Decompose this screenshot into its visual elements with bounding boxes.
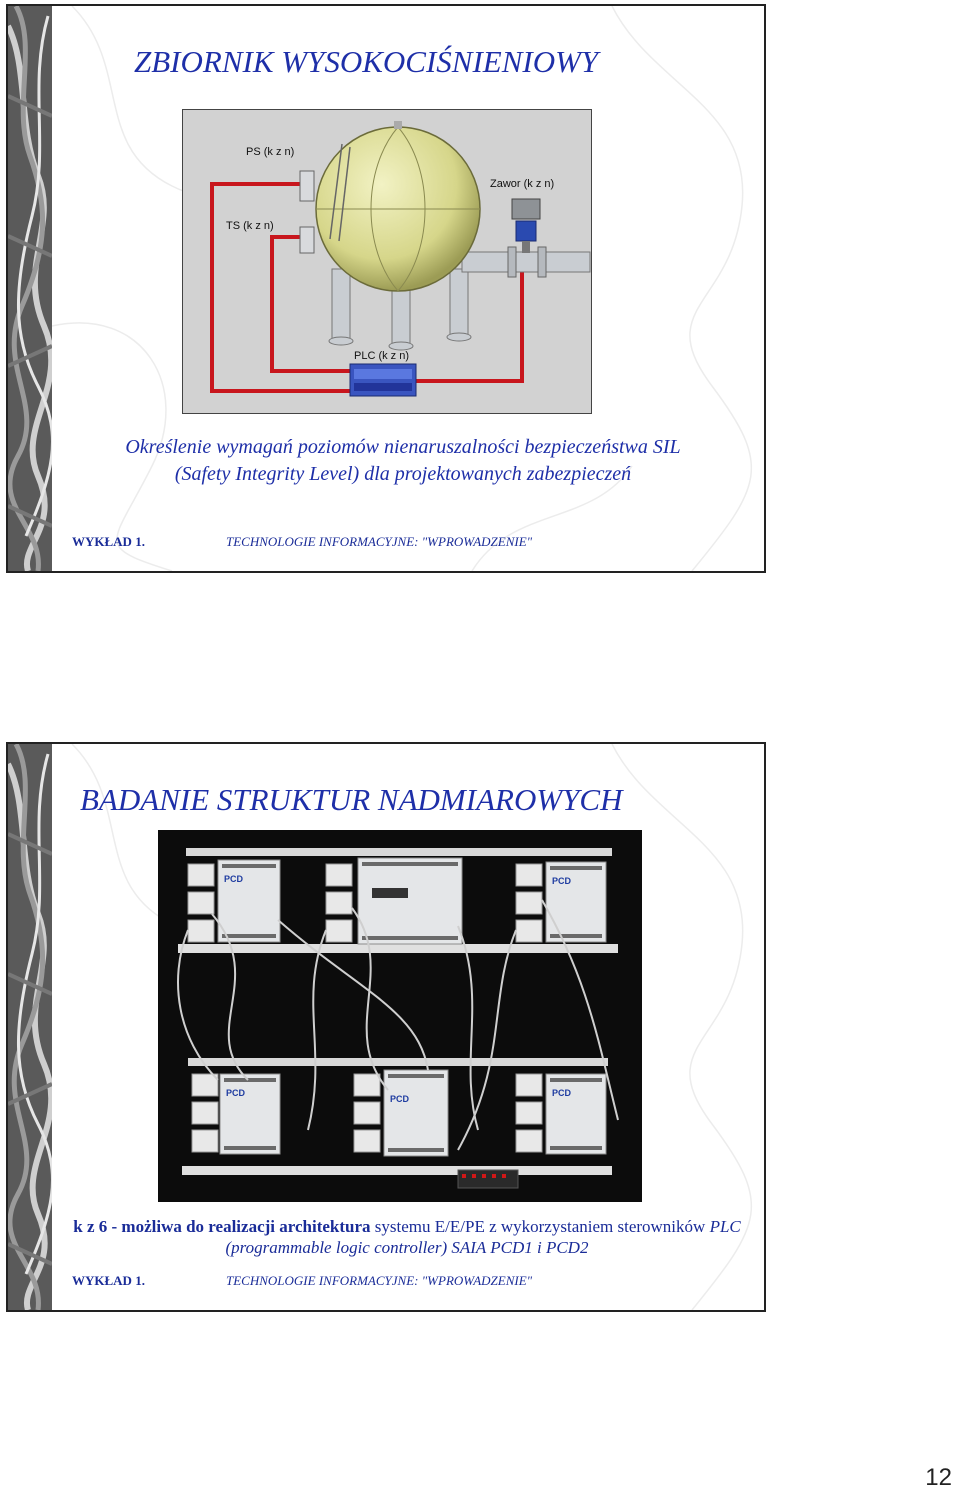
- module-label: PCD: [224, 874, 244, 884]
- pressure-tank-diagram: [182, 109, 592, 414]
- footer-lecture: WYKŁAD 1.: [72, 1273, 145, 1288]
- caption-italic: PLC (programmable logic controller) SAIA PCD1 i PCD2: [225, 1217, 741, 1257]
- plc-module: [358, 858, 462, 944]
- display-panel: [372, 888, 408, 898]
- module-label: PCD: [226, 1088, 246, 1098]
- plc-module: [546, 862, 606, 942]
- footer-course: TECHNOLOGIE INFORMACYJNE: "WPROWADZENIE": [226, 1273, 533, 1288]
- slide-2: [6, 742, 766, 1312]
- plc-module: [546, 1074, 606, 1154]
- slide-caption: [52, 1216, 762, 1258]
- ts-sensor: [300, 227, 314, 253]
- plc-module: [220, 1074, 280, 1154]
- slide-1: [6, 4, 766, 573]
- ps-label: PS (k z n): [246, 146, 295, 158]
- plc-rack-photo: [158, 830, 642, 1202]
- slide-footer: [72, 534, 533, 550]
- footer-lecture: WYKŁAD 1.: [72, 534, 145, 549]
- plc-unit: [350, 364, 416, 396]
- ts-label: TS (k z n): [226, 220, 274, 232]
- plc-label: PLC (k z n): [354, 350, 410, 362]
- plc-module: [218, 860, 280, 942]
- module-label: PCD: [552, 1088, 572, 1098]
- slide-caption: Określenie wymagań poziomów nienaruszalności bezpieczeństwa SIL (Safety Integrity Level) dla projektowanych zabezpieczeń: [125, 436, 681, 485]
- caption-regular: systemu E/E/PE z wykorzystaniem sterowników: [370, 1217, 710, 1236]
- footer-course: TECHNOLOGIE INFORMACYJNE: "WPROWADZENIE": [226, 534, 533, 549]
- plc-module: [384, 1070, 448, 1156]
- slide-footer: [72, 1273, 533, 1289]
- caption-bold: k z 6 - możliwa do realizacji architektura: [73, 1217, 371, 1236]
- page-number: 12: [925, 1464, 952, 1491]
- slide-title: ZBIORNIK WYSOKOCIŚNIENIOWY: [134, 44, 599, 79]
- decorative-strip: [8, 744, 52, 1310]
- ps-sensor: [300, 171, 314, 201]
- terminal-strip: [458, 1170, 518, 1188]
- valve-label: Zawor (k z n): [490, 178, 555, 190]
- module-label: PCD: [390, 1094, 410, 1104]
- slide-title: BADANIE STRUKTUR NADMIAROWYCH: [80, 782, 623, 817]
- decorative-strip: [8, 6, 52, 571]
- module-label: PCD: [552, 876, 572, 886]
